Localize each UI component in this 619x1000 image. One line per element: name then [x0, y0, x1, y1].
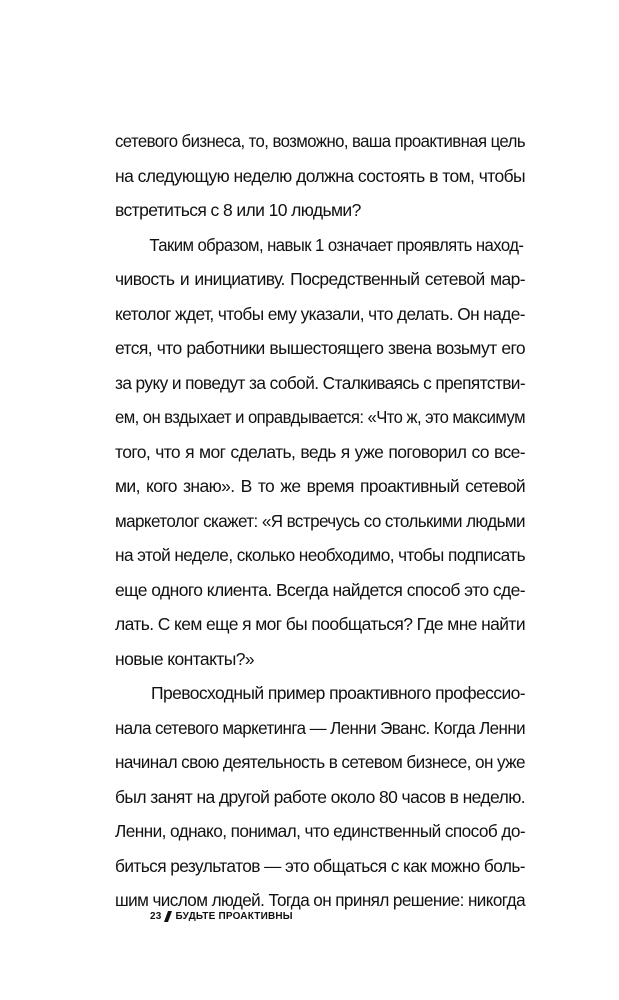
- text-line: биться результатов — это общаться с как можно боль-: [115, 855, 525, 876]
- text-line: на этой неделе, сколько необходимо, чтобы подписать: [115, 545, 525, 565]
- text-line: ется, что работники вышестоящего звена возьмут его: [115, 338, 525, 358]
- body-text: [115, 124, 525, 918]
- page-number: 23: [150, 910, 162, 922]
- running-title: БУДЬТЕ ПРОАКТИВНЫ: [175, 910, 293, 922]
- text-line: кетолог ждет, чтобы ему указали, что делать. Он наде-: [115, 303, 525, 324]
- text-line: Ленни, однако, понимал, что единственный способ до-: [115, 821, 525, 841]
- text-line: новые контакты?»: [115, 648, 254, 669]
- text-line: шим числом людей. Тогда он принял решение: никогда: [115, 890, 526, 910]
- text-line: маркетолог скажет: «Я встречусь со столькими людьми: [115, 510, 525, 531]
- text-line: встретиться с 8 или 10 людьми?: [115, 200, 361, 220]
- paragraph-start-line: Превосходный пример проактивного профессио-: [151, 683, 525, 703]
- text-line: лать. С кем еще я мог бы пообщаться? Где мне найти: [115, 614, 525, 634]
- text-line: ми, кого знаю». В то же время проактивный сетевой: [115, 476, 525, 496]
- text-line: чивость и инициативу. Посредственный сетевой мар-: [115, 269, 525, 289]
- paragraph-start-line: Таким образом, навык 1 означает проявлять наход-: [149, 234, 524, 255]
- text-line: за руку и поведут за собой. Сталкиваясь с препятстви-: [115, 372, 526, 393]
- text-line: начинал свою деятельность в сетевом бизнесе, он уже: [115, 752, 526, 772]
- text-line: сетевого бизнеса, то, возможно, ваша проактивная цель: [115, 131, 525, 151]
- slash-separator-icon: [164, 911, 172, 922]
- text-line: еще одного клиента. Всегда найдется способ это сде-: [115, 579, 525, 600]
- text-line: на следующую неделю должна состоять в том, чтобы: [115, 165, 525, 186]
- text-line: того, что я мог сделать, ведь я уже поговорил со все-: [115, 441, 525, 462]
- text-line: нала сетевого маркетинга — Ленни Эванс. Когда Ленни: [115, 717, 526, 738]
- text-line: ем, он вздыхает и оправдывается: «Что ж, это максимум: [115, 407, 526, 427]
- page-footer: [150, 906, 293, 926]
- text-line: был занят на другой работе около 80 часов в неделю.: [115, 786, 525, 807]
